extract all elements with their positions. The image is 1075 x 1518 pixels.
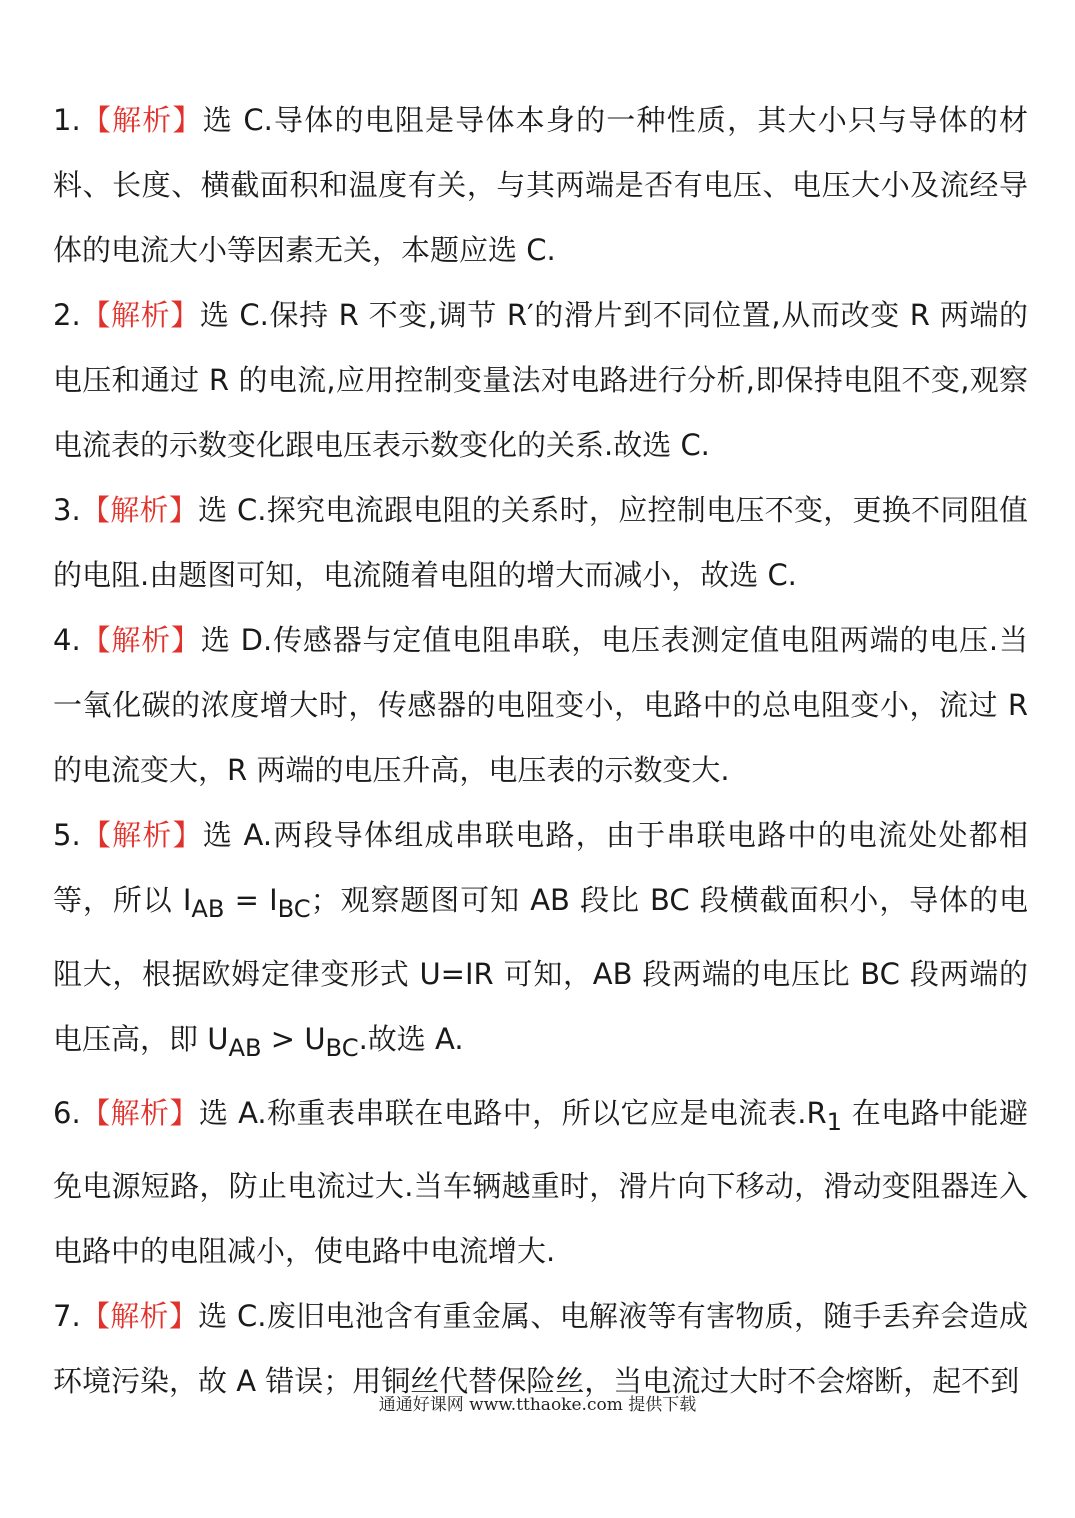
item-text: 选 C.废旧电池含有重金属、电解液等有害物质，随手丢弃会造成环境污染，故 A 错误；用铜丝代替保险丝，当电流过大时不会熔断，起不到 [53, 1299, 1028, 1399]
analysis-tag: 【解析】 [80, 103, 203, 137]
answer-item-3 [53, 478, 1028, 608]
current-subscript: AB [191, 894, 225, 923]
voltage-subscript: BC [325, 1033, 359, 1062]
item-number: 4. [53, 623, 81, 657]
analysis-tag: 【解析】 [80, 818, 203, 852]
item-number: 6. [53, 1095, 81, 1130]
analysis-tag: 【解析】 [80, 1095, 199, 1130]
equals-sign: = [224, 883, 270, 917]
current-subscript: BC [277, 894, 311, 923]
voltage-subscript: AB [228, 1033, 262, 1062]
document-body [53, 88, 1028, 1414]
current-symbol: I [269, 883, 278, 917]
page-footer: 通通好课网 www.tthaoke.com 提供下载 [378, 1395, 697, 1415]
item-number: 5. [53, 818, 81, 852]
resistor-subscript: 1 [826, 1107, 843, 1136]
item-number: 3. [53, 493, 81, 527]
item-number: 7. [53, 1299, 81, 1334]
analysis-tag: 【解析】 [80, 623, 201, 657]
voltage-symbol: U [207, 1021, 229, 1056]
answer-item-5 [53, 803, 1028, 1081]
item-number: 1. [53, 103, 81, 137]
item-text: 在电路中能避免电源短路，防止电流过大.当车辆越重时，滑片向下移动，滑动变阻器连入电路中的电阻减小，使电路中电流增大. [53, 1095, 1028, 1269]
item-text: .故选 A. [358, 1021, 464, 1056]
answer-item-1 [53, 88, 1028, 283]
item-text: ；观察题图可知 AB 段比 BC 段横截面积小，导体的电阻大，根据欧姆定律变形式 U=IR 可知，AB 段两端的电压比 BC 段两端的电压高，即 [53, 883, 1028, 1056]
item-number: 2. [53, 298, 81, 332]
answer-item-6 [53, 1081, 1028, 1285]
item-text: 选 A.称重表串联在电路中，所以它应是电流表. [198, 1095, 807, 1130]
resistor-symbol: R [806, 1095, 827, 1130]
answer-item-4 [53, 608, 1028, 803]
greater-than-sign: > [261, 1021, 305, 1056]
analysis-tag: 【解析】 [80, 493, 199, 527]
answer-item-2 [53, 283, 1028, 478]
item-text: 选 D.传感器与定值电阻串联，电压表测定值电阻两端的电压.当一氧化碳的浓度增大时，传感器的电阻变小，电路中的总电阻变小，流过 R 的电流变大，R 两端的电压升高，电压表的示数变大. [53, 623, 1028, 787]
item-text: 选 C.探究电流跟电阻的关系时，应控制电压不变，更换不同阻值的电阻.由题图可知，电流随着电阻的增大而减小，故选 C. [53, 493, 1028, 592]
item-text: 选 C.导体的电阻是导体本身的一种性质，其大小只与导体的材料、长度、横截面积和温度有关，与其两端是否有电压、电压大小及流经导体的电流大小等因素无关，本题应选 C. [53, 103, 1028, 267]
item-text: 选 A.两段导体组成串联电路，由于串联电路中的电流处处都相等，所以 [53, 818, 1028, 917]
voltage-symbol: U [304, 1021, 326, 1056]
current-symbol: I [182, 883, 192, 917]
analysis-tag: 【解析】 [80, 1299, 199, 1334]
analysis-tag: 【解析】 [80, 298, 200, 332]
item-text: 选 C.保持 R 不变,调节 R′的滑片到不同位置,从而改变 R 两端的电压和通过 R 的电流,应用控制变量法对电路进行分析,即保持电阻不变,观察电流表的示数变化跟电压表示数变化的关系.故选 C. [53, 298, 1028, 462]
